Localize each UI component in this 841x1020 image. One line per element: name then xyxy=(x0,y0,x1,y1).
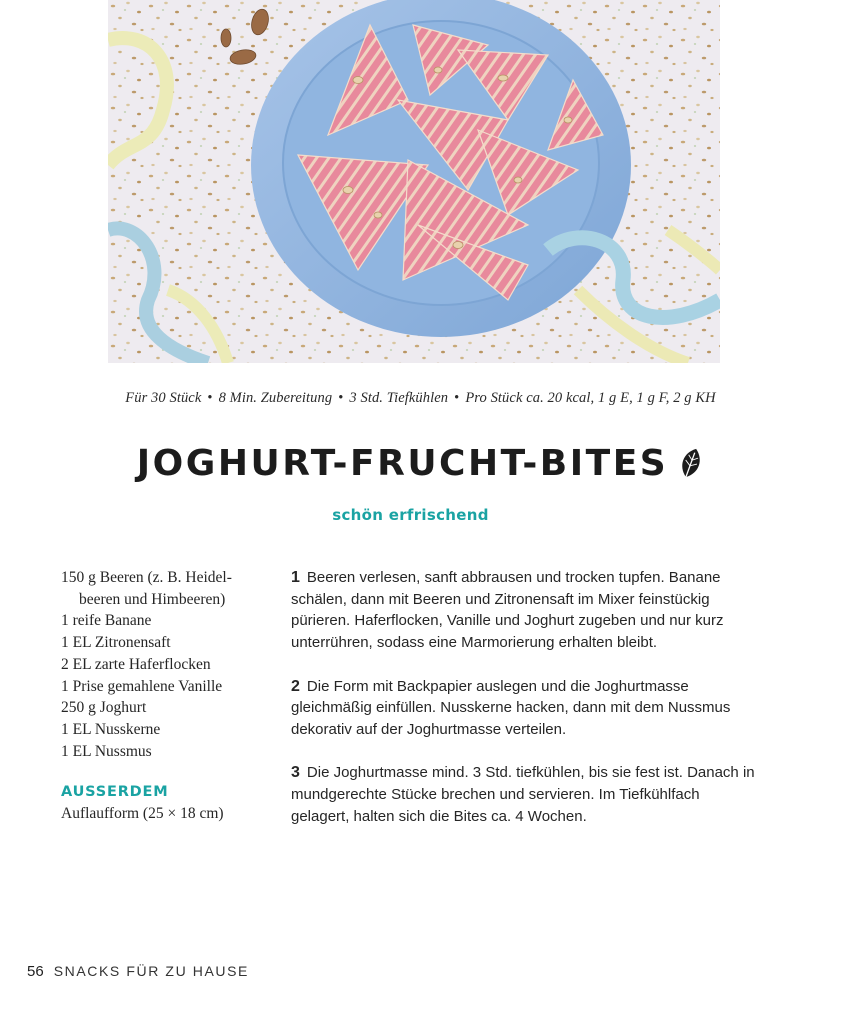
ingredient-item: 250 g Joghurt xyxy=(61,699,147,717)
ingredient-item: 1 EL Nussmus xyxy=(61,742,152,760)
ingredient-item: 1 Prise gemahlene Vanille xyxy=(61,677,223,695)
ingredient-item: 1 EL Zitronensaft xyxy=(61,634,171,652)
ingredient-item: 1 EL Nusskerne xyxy=(61,720,161,738)
step-1 xyxy=(291,567,761,654)
step-text: Die Joghurtmasse mind. 3 Std. tiefkühlen, bis sie fest ist. Danach in mundgerechte Stücke brechen und servieren. Im Tiefkühlfach gelagert, halten sich die Bites ca. 4 Wochen. xyxy=(291,764,755,825)
meta-nutrition: Pro Stück ca. 20 kcal, 1 g E, 1 g F, 2 g KH xyxy=(465,390,716,406)
recipe-title: JOGHURT-FRUCHT-BITES xyxy=(136,443,669,484)
meta-separator: • xyxy=(454,390,460,406)
step-3 xyxy=(291,762,761,827)
meta-freeze-time: 3 Std. Tiefkühlen xyxy=(349,390,449,406)
title-row xyxy=(0,443,841,484)
meta-separator: • xyxy=(338,390,344,406)
instruction-steps xyxy=(291,567,761,849)
meta-prep-time: 8 Min. Zubereitung xyxy=(218,390,333,406)
step-text: Beeren verlesen, sanft abbrausen und trocken tupfen. Banane schälen, dann mit Beeren und Zitronensaft im Mixer feinstückig pürieren. Haferflocken, Vanille und Joghurt zugeben und nur kurz unterrühren, sodass eine Marmorierung erhalten bleibt. xyxy=(291,569,724,652)
recipe-meta xyxy=(0,390,841,407)
recipe-photo xyxy=(108,0,720,363)
page-footer xyxy=(27,963,249,980)
section-name: SNACKS FÜR ZU HAUSE xyxy=(53,963,249,979)
meta-separator: • xyxy=(207,390,213,406)
step-number: 2 xyxy=(291,677,300,695)
page-number: 56 xyxy=(27,963,44,980)
leaf-icon xyxy=(678,446,704,482)
ingredient-item-continuation: beeren und Himbeeren) xyxy=(79,590,226,608)
step-2 xyxy=(291,676,761,741)
extras-item: Auflaufform (25 × 18 cm) xyxy=(61,805,224,822)
ingredient-item: 2 EL zarte Haferflocken xyxy=(61,655,211,673)
ingredient-item: 1 reife Banane xyxy=(61,612,152,630)
step-number: 3 xyxy=(291,764,300,782)
step-number: 1 xyxy=(291,569,300,586)
extras-heading: AUSSERDEM xyxy=(61,784,169,800)
ingredient-list xyxy=(61,567,281,762)
photo-illustration xyxy=(108,0,720,363)
step-text: Die Form mit Backpapier auslegen und die Joghurtmasse gleichmäßig einfüllen. Nusskerne hacken, dann mit dem Nussmus dekorativ auf der Joghurtmasse verteilen. xyxy=(291,677,731,738)
meta-yield: Für 30 Stück xyxy=(125,390,202,406)
recipe-subtitle: schön erfrischend xyxy=(332,506,489,524)
ingredient-item: 150 g Beeren (z. B. Heidel- xyxy=(61,569,232,586)
